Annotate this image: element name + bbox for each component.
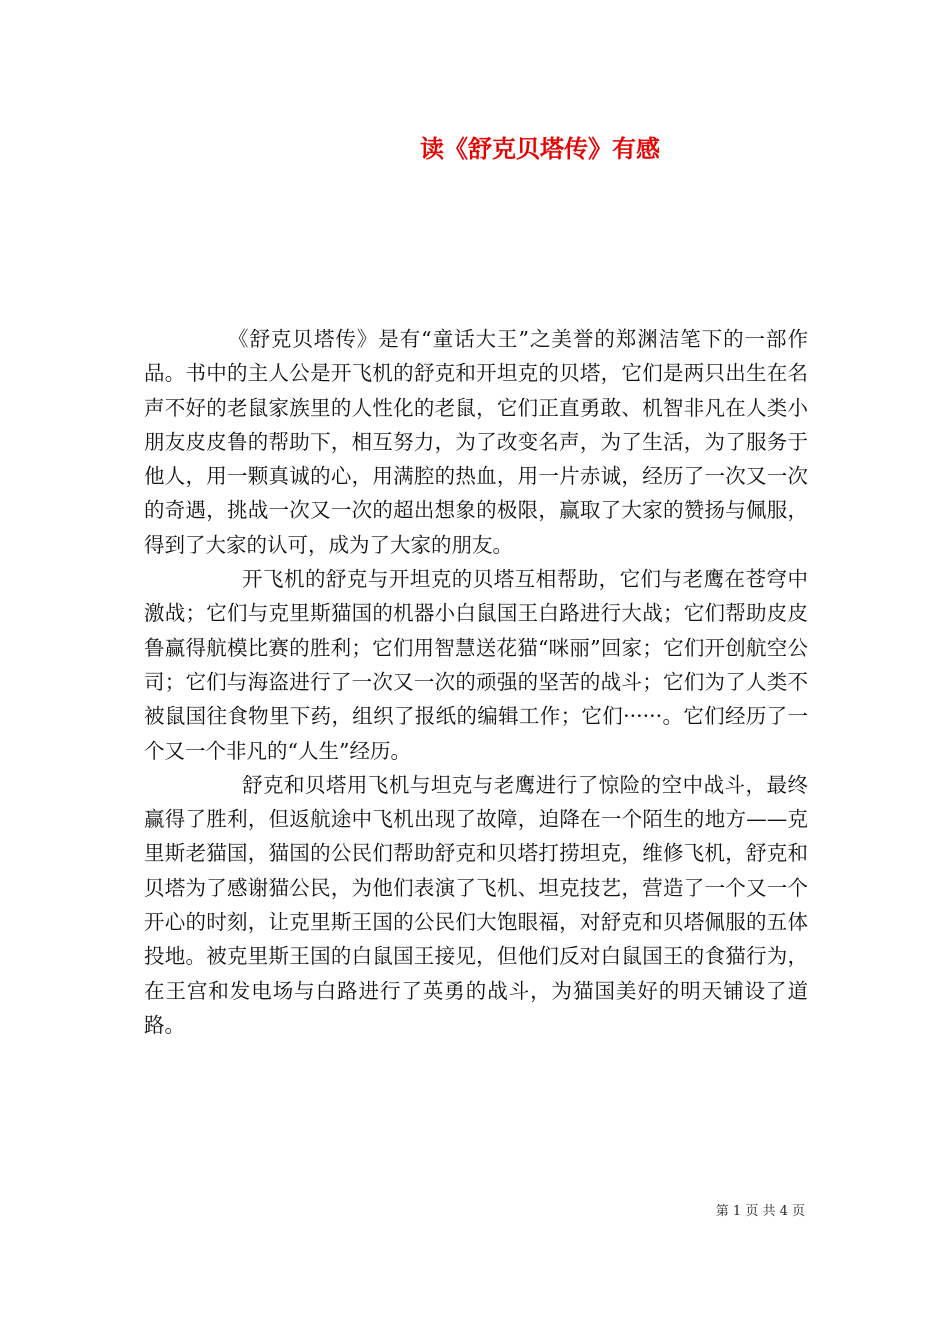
document-body <box>144 322 808 1042</box>
paragraph-3: 舒克和贝塔用飞机与坦克与老鹰进行了惊险的空中战斗，最终赢得了胜利，但返航途中飞机出现了故障，迫降在一个陌生的地方——克里斯老猫国，猫国的公民们帮助舒克和贝塔打捞坦克，维修飞机，舒克和贝塔为了感谢猫公民，为他们表演了飞机、坦克技艺，营造了一个又一个开心的时刻，让克里斯王国的公民们大饱眼福，对舒克和贝塔佩服的五体投地。被克里斯王国的白鼠国王接见，但他们反对白鼠国王的食猫行为，在王宫和发电场与白路进行了英勇的战斗，为猫国美好的明天铺设了道路。 <box>144 772 808 1037</box>
document-title: 读《舒克贝塔传》有感 <box>420 134 660 163</box>
paragraph-1: 《舒克贝塔传》是有“童话大王”之美誉的郑渊洁笔下的一部作品。书中的主人公是开飞机的舒克和开坦克的贝塔，它们是两只出生在名声不好的老鼠家族里的人性化的老鼠，它们正直勇敢、机智非凡在人类小朋友皮皮鲁的帮助下，相互努力，为了改变名声，为了生活，为了服务于他人，用一颗真诚的心，用满腔的热血，用一片赤诚，经历了一次又一次的奇遇，挑战一次又一次的超出想象的极限，赢取了大家的赞扬与佩服，得到了大家的认可，成为了大家的朋友。 <box>144 327 808 557</box>
page-number-footer: 第 1 页 共 4 页 <box>715 1204 805 1219</box>
paragraph-2: 开飞机的舒克与开坦克的贝塔互相帮助，它们与老鹰在苍穹中激战；它们与克里斯猫国的机器小白鼠国王白路进行大战；它们帮助皮皮鲁赢得航模比赛的胜利；它们用智慧送花猫“咪丽”回家；它们开创航空公司；它们与海盗进行了一次又一次的顽强的坚苦的战斗；它们为了人类不被鼠国往食物里下药，组织了报纸的编辑工作；它们······。它们经历了一个又一个非凡的“人生”经历。 <box>144 567 808 763</box>
